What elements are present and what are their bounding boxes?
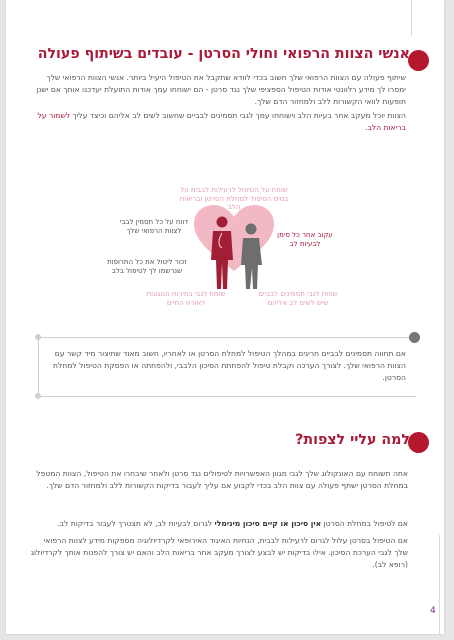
page-edge-line — [439, 535, 440, 634]
risk-assessment-paragraph: אם הטיפול בסרטן עלול לגרום לרעילות לבבית, הנחיות האיגוד האירופאי לקרדיולוגיה מספקות מידע לצוות הרפואי שלך לגבי הערכת הסיכון. אילו בדיקות יש לבצע לצורך מעקב אחר בריאות הלב והאם יש צורך להפנות אותך לקרדיולוג (רופא לב). — [30, 536, 408, 569]
document-page — [6, 0, 444, 634]
box-divider-left — [38, 337, 39, 397]
section-title-teamwork: אנשי הצוות הרפואי וחולי הסרטן - עובדים בשיתוף פעולה — [37, 46, 410, 62]
box-marker-dot — [409, 332, 420, 343]
heart-care-text: הצוות יוכל מעקב אחר בעיות הלב וישוחחו עמך לגבי תסמינים לבביים שחשוב לשים לב אליהם וכיצד עליך — [72, 111, 406, 120]
urgent-note-box — [34, 337, 418, 397]
label-take-medication: זכור ליטול את כל התרופות שנרשמו לך לטיפול בלב — [107, 258, 187, 275]
low-risk-emphasis: אין סיכון או קיים סיכון מינימלי — [214, 519, 322, 528]
label-report-symptoms: דווח על כל תסמין לבבי לצוות הרפואי שלך — [119, 218, 189, 235]
low-risk-paragraph — [28, 518, 408, 530]
heart-icon — [194, 205, 274, 271]
low-risk-text-pre: אם לטיפול במחלת הסרטן — [323, 519, 408, 528]
expectations-paragraph: אתה תשוחח עם האונקולוג שלך לגבי מגוון האפשרויות לטיפולים נגד סרטן ולאחר שיבחרו את הטיפול, הצוות המטפל במחלת הסרטן ישתף פעולה עם צוות הלב בכדי לקבוע אם עליך לעבור בדיקות הקשורות ללב ולמחזור הדם שלך. — [36, 469, 408, 490]
box-corner-dot — [35, 334, 41, 340]
heart-care-emphasis: לשמור על בריאות הלב. — [37, 111, 406, 132]
box-divider-top — [38, 337, 416, 338]
label-monitor-signs: עקוב אחר כל סימן לבעיות לב — [277, 231, 333, 248]
heading-bullet — [408, 432, 429, 453]
box-corner-dot — [35, 393, 41, 399]
urgent-note-text: אם תחווה תסמינים לבביים חריגים במהלך הטיפול למחלת הסרטן או לאחריו, חשוב מאוד שתיצור מיד קשר עם הצוות הרפואי שלך. לצורך הערכה וקבלת טיפול להפחתת הסיכון הלבבי, ולהפחתה או הפסקת הטיפול למחלת הסרטן. — [52, 349, 406, 382]
page-number: 4 — [430, 606, 436, 616]
section-title-expectations: למה עליי לצפות? — [295, 432, 410, 448]
label-watch-symptoms: שוחח לגבי תסמינים לבביים שיש לשים לב אליהם — [258, 290, 338, 307]
intro-paragraph: שיתוף פעולה עם הצוות הרפואי שלך חשוב בכדי לוודא שתקבל את הטיפול היעיל ביותר. אנשי הצוות הרפואי שלך ימסרו לך מידע רלוונטי אודות הטיפול הספציפי שלך נגד סרטן - הם ישוחחו עמך אודות התועלת יעדכנו אותך אם ישנן תופעות לוואי הקשורות ללב ולמחזור הדם שלך. — [36, 73, 406, 106]
low-risk-text-post: לגרום לבעיות לב, לא תצטרך לעבור בדיקות לב. — [57, 519, 213, 528]
box-divider-bottom — [38, 396, 416, 397]
label-discuss-toxicity: שוחח על הטיפול לרעילות לבבית על בסיס הטיפול למחלת הסרטן ובריאות הלב — [179, 186, 289, 211]
label-lifestyle-choices: שוחח לגבי בחירות הנוגעות לאורח החיים — [146, 290, 226, 307]
